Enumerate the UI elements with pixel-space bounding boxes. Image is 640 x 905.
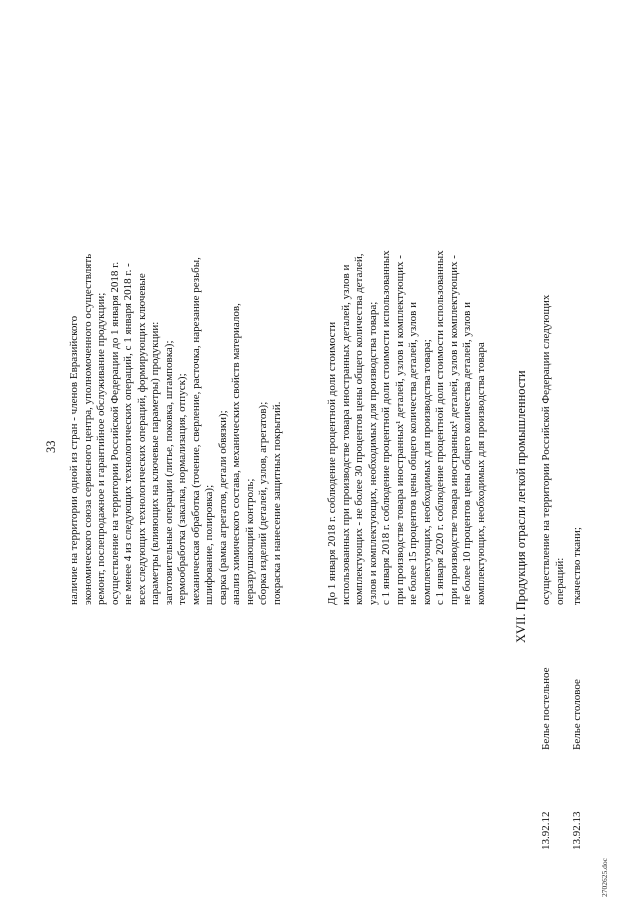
- text-line: не менее 4 из следующих технологических операций, с 1 января 2018 г. -: [122, 263, 134, 605]
- requirements-block-1: [68, 254, 284, 605]
- text-line: До 1 января 2018 г. соблюдение процентной доли стоимости: [326, 321, 338, 605]
- section-title: XVII. Продукция отрасли легкой промышленности: [514, 370, 528, 643]
- text-line: при производстве товара иностранных¹ деталей, узлов и комплектующих -: [447, 255, 460, 605]
- row-name: Белье столовое: [571, 679, 583, 750]
- text-line: всех следующих технологических операций, формирующих ключевые: [135, 273, 148, 605]
- row-code: 13.92.13: [571, 811, 583, 850]
- row-code: 13.92.12: [540, 811, 552, 850]
- text-line: сборка изделий (деталей, узлов, агрегатов);: [257, 401, 269, 605]
- text-line: механическая обработка (точение, сверление, расточка, нарезание резьбы,: [189, 257, 202, 605]
- text-line: ремонт, послепродажное и гарантийное обслуживание продукции;: [95, 292, 107, 605]
- text-line: не более 15 процентов цены общего количества деталей, узлов и: [407, 301, 419, 605]
- text-line: с 1 января 2018 г. соблюдение процентной доли стоимости использованных: [380, 250, 392, 605]
- text-line: комплектующих - не более 30 процентов цены общего количества деталей,: [353, 253, 365, 605]
- text-line: сварка (рамка агрегатов, детали обвязки);: [216, 410, 229, 605]
- text-line: операций:: [553, 557, 566, 605]
- text-line: комплектующих, необходимых для производства товара;: [420, 339, 433, 605]
- text-line: комплектующих, необходимых для производства товара: [474, 342, 487, 605]
- text-line: при производстве товара иностранных¹ деталей, узлов и комплектующих -: [393, 255, 406, 605]
- text-line: неразрушающий контроль;: [243, 478, 256, 605]
- text-line: не более 10 процентов цены общего количества деталей, узлов и: [461, 301, 473, 605]
- text-line: использованных при производстве товара иностранных деталей, узлов и: [339, 264, 352, 605]
- text-line: анализ химического состава, механических свойств материалов,: [230, 303, 242, 605]
- text-line: узлов и комплектующих, необходимых для производства товара;: [366, 301, 379, 605]
- row-name: Белье постельное: [540, 667, 552, 750]
- page-number: 33: [44, 440, 58, 453]
- text-line: термообработка (закалка, нормализация, отпуск);: [176, 373, 188, 605]
- text-line: с 1 января 2020 г. соблюдение процентной доли стоимости использованных: [434, 250, 446, 605]
- row-requirement: [540, 295, 567, 605]
- file-name: 2702625.doc: [600, 858, 609, 897]
- text-line: наличие на территории одной из стран - членов Евразийского: [68, 315, 80, 605]
- requirements-block-2: [326, 250, 488, 605]
- text-line: экономического союза сервисного центра, уполномоченного осуществлять: [81, 253, 94, 605]
- text-line: параметры (влияющих на ключевые параметры) продукции:: [149, 321, 161, 605]
- text-line: осуществление на территории Российской Федерации следующих: [540, 294, 552, 605]
- text-line: покраска и нанесение защитных покрытий.: [270, 401, 283, 605]
- text-line: ткачество ткани;: [571, 527, 583, 605]
- text-line: шлифование, полировка);: [203, 484, 215, 605]
- text-line: заготовительные операции (литье, поковка, штамповка);: [162, 340, 175, 605]
- text-line: осуществление на территории Российской Федерации до 1 января 2018 г.: [108, 261, 121, 605]
- row-requirement: [571, 527, 585, 605]
